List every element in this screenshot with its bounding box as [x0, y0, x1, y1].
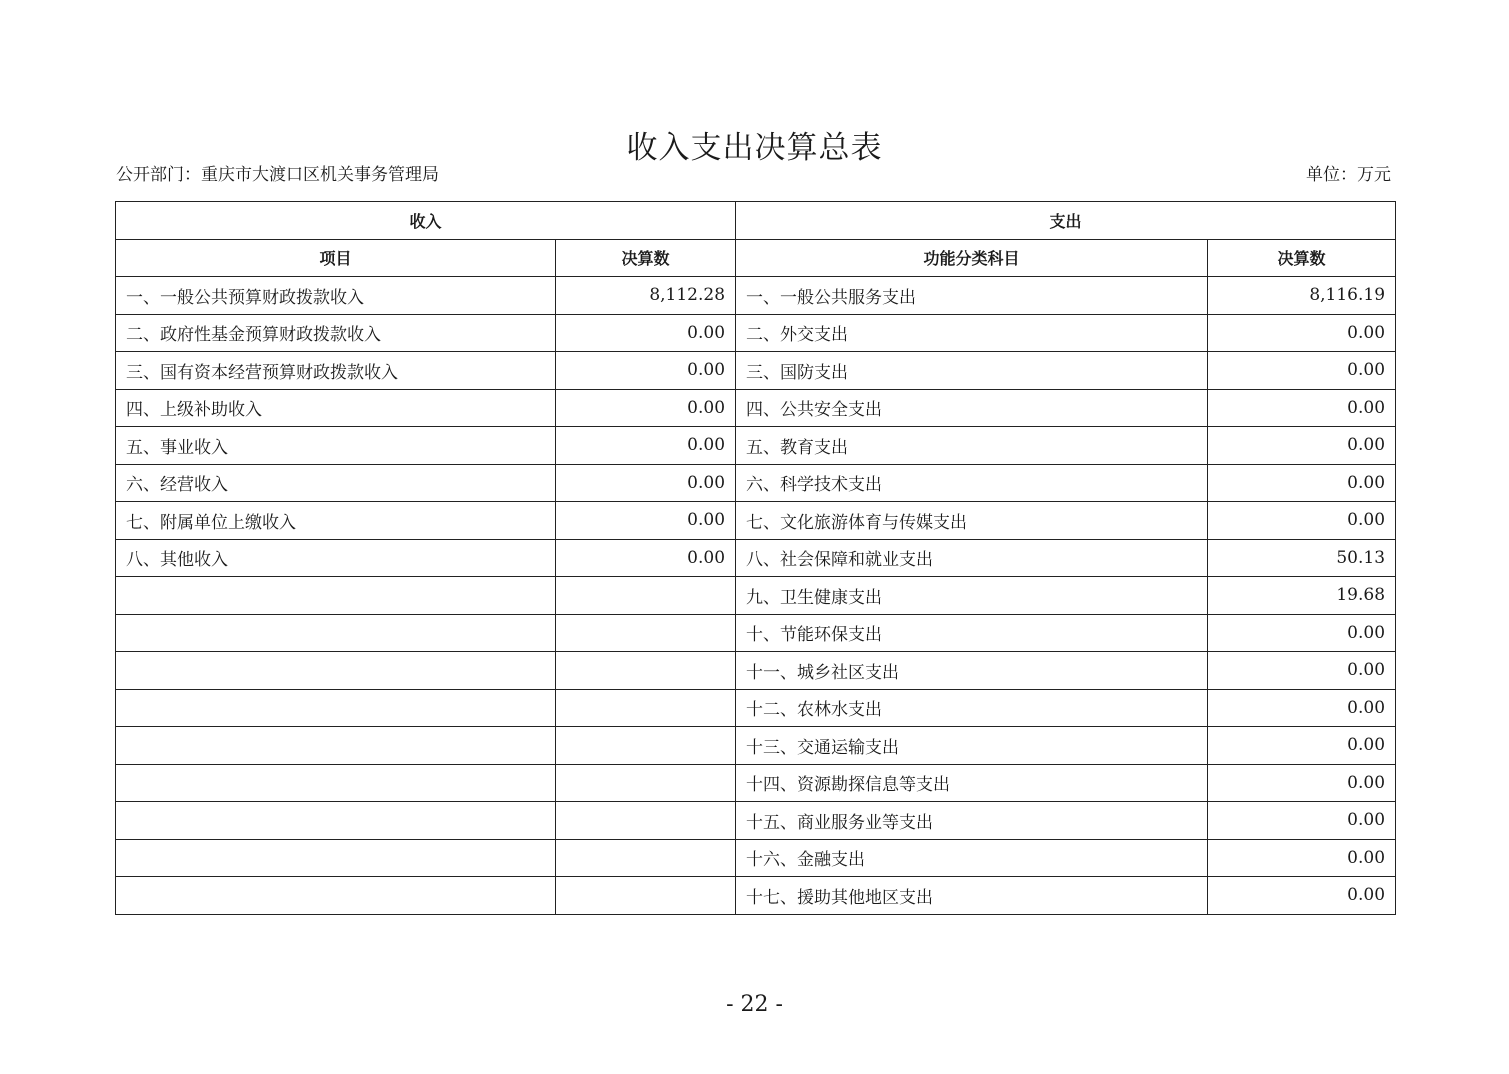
- table-row: [116, 314, 1396, 352]
- income-amount-cell: [556, 877, 736, 915]
- table-row: [116, 389, 1396, 427]
- table-row: [116, 352, 1396, 390]
- income-item-cell: [116, 577, 556, 615]
- income-header: 收入: [116, 202, 736, 240]
- expense-item-cell: 十、节能环保支出: [736, 614, 1208, 652]
- income-amount-cell: [556, 689, 736, 727]
- page-number: - 22 -: [726, 992, 783, 1017]
- income-amount-cell: [556, 614, 736, 652]
- income-expense-table: [115, 201, 1396, 915]
- expense-header: 支出: [736, 202, 1396, 240]
- income-item-cell: [116, 614, 556, 652]
- expense-item-cell: 九、卫生健康支出: [736, 577, 1208, 615]
- income-amount-cell: 0.00: [556, 352, 736, 390]
- department-label: 公开部门：重庆市大渡口区机关事务管理局: [116, 165, 439, 185]
- expense-amount-cell: 0.00: [1208, 502, 1396, 540]
- table-row: [116, 277, 1396, 315]
- table-row: [116, 427, 1396, 465]
- table-row: [116, 652, 1396, 690]
- expense-item-cell: 七、文化旅游体育与传媒支出: [736, 502, 1208, 540]
- income-item-cell: [116, 689, 556, 727]
- expense-item-cell: 十四、资源勘探信息等支出: [736, 764, 1208, 802]
- expense-item-cell: 二、外交支出: [736, 314, 1208, 352]
- table-group-header-row: [116, 202, 1396, 240]
- income-amount-cell: 0.00: [556, 464, 736, 502]
- expense-amount-cell: 50.13: [1208, 539, 1396, 577]
- expense-item-cell: 十六、金融支出: [736, 839, 1208, 877]
- unit-label: 单位：万元: [1306, 165, 1391, 185]
- expense-amount-cell: 0.00: [1208, 314, 1396, 352]
- income-amount-cell: 0.00: [556, 539, 736, 577]
- expense-amount-cell: 0.00: [1208, 352, 1396, 390]
- page-title: 收入支出决算总表: [626, 130, 883, 166]
- income-item-cell: 三、国有资本经营预算财政拨款收入: [116, 352, 556, 390]
- expense-amount-cell: 8,116.19: [1208, 277, 1396, 315]
- income-item-cell: [116, 802, 556, 840]
- table-row: [116, 802, 1396, 840]
- income-item-cell: 五、事业收入: [116, 427, 556, 465]
- category-column-header: 功能分类科目: [736, 239, 1208, 277]
- income-item-cell: [116, 764, 556, 802]
- table-row: [116, 727, 1396, 765]
- income-item-cell: [116, 652, 556, 690]
- expense-amount-cell: 0.00: [1208, 427, 1396, 465]
- expense-amount-cell: 0.00: [1208, 652, 1396, 690]
- expense-item-cell: 三、国防支出: [736, 352, 1208, 390]
- income-amount-cell: 0.00: [556, 389, 736, 427]
- expense-amount-cell: 0.00: [1208, 727, 1396, 765]
- expense-item-cell: 十五、商业服务业等支出: [736, 802, 1208, 840]
- income-item-cell: [116, 727, 556, 765]
- table-row: [116, 614, 1396, 652]
- table-row: [116, 502, 1396, 540]
- income-amount-cell: [556, 577, 736, 615]
- expense-item-cell: 十七、援助其他地区支出: [736, 877, 1208, 915]
- income-amount-cell: [556, 727, 736, 765]
- income-item-cell: 四、上级补助收入: [116, 389, 556, 427]
- item-column-header: 项目: [116, 239, 556, 277]
- table-row: [116, 539, 1396, 577]
- income-amount-cell: [556, 802, 736, 840]
- expense-item-cell: 一、一般公共服务支出: [736, 277, 1208, 315]
- income-item-cell: 一、一般公共预算财政拨款收入: [116, 277, 556, 315]
- income-item-cell: [116, 877, 556, 915]
- income-item-cell: [116, 839, 556, 877]
- expense-item-cell: 六、科学技术支出: [736, 464, 1208, 502]
- expense-item-cell: 十一、城乡社区支出: [736, 652, 1208, 690]
- income-amount-cell: 8,112.28: [556, 277, 736, 315]
- expense-amount-cell: 0.00: [1208, 614, 1396, 652]
- table-row: [116, 877, 1396, 915]
- table-row: [116, 577, 1396, 615]
- income-item-cell: 二、政府性基金预算财政拨款收入: [116, 314, 556, 352]
- expense-amount-cell: 0.00: [1208, 464, 1396, 502]
- table-row: [116, 689, 1396, 727]
- income-item-cell: 六、经营收入: [116, 464, 556, 502]
- expense-amount-cell: 0.00: [1208, 877, 1396, 915]
- income-item-cell: 八、其他收入: [116, 539, 556, 577]
- income-amount-cell: 0.00: [556, 314, 736, 352]
- expense-amount-cell: 0.00: [1208, 802, 1396, 840]
- expense-item-cell: 十三、交通运输支出: [736, 727, 1208, 765]
- income-amount-cell: [556, 764, 736, 802]
- table-row: [116, 839, 1396, 877]
- expense-item-cell: 五、教育支出: [736, 427, 1208, 465]
- income-amount-cell: 0.00: [556, 502, 736, 540]
- table-row: [116, 464, 1396, 502]
- table-body: [116, 277, 1396, 915]
- expense-amount-cell: 0.00: [1208, 689, 1396, 727]
- expense-amount-cell: 19.68: [1208, 577, 1396, 615]
- table-column-header-row: [116, 239, 1396, 277]
- expense-amount-cell: 0.00: [1208, 839, 1396, 877]
- expense-item-cell: 十二、农林水支出: [736, 689, 1208, 727]
- expense-item-cell: 八、社会保障和就业支出: [736, 539, 1208, 577]
- income-amount-cell: 0.00: [556, 427, 736, 465]
- expense-amount-cell: 0.00: [1208, 764, 1396, 802]
- table-row: [116, 764, 1396, 802]
- income-amount-cell: [556, 652, 736, 690]
- expense-item-cell: 四、公共安全支出: [736, 389, 1208, 427]
- expense-amount-cell: 0.00: [1208, 389, 1396, 427]
- income-item-cell: 七、附属单位上缴收入: [116, 502, 556, 540]
- expense-amount-column-header: 决算数: [1208, 239, 1396, 277]
- income-amount-column-header: 决算数: [556, 239, 736, 277]
- income-amount-cell: [556, 839, 736, 877]
